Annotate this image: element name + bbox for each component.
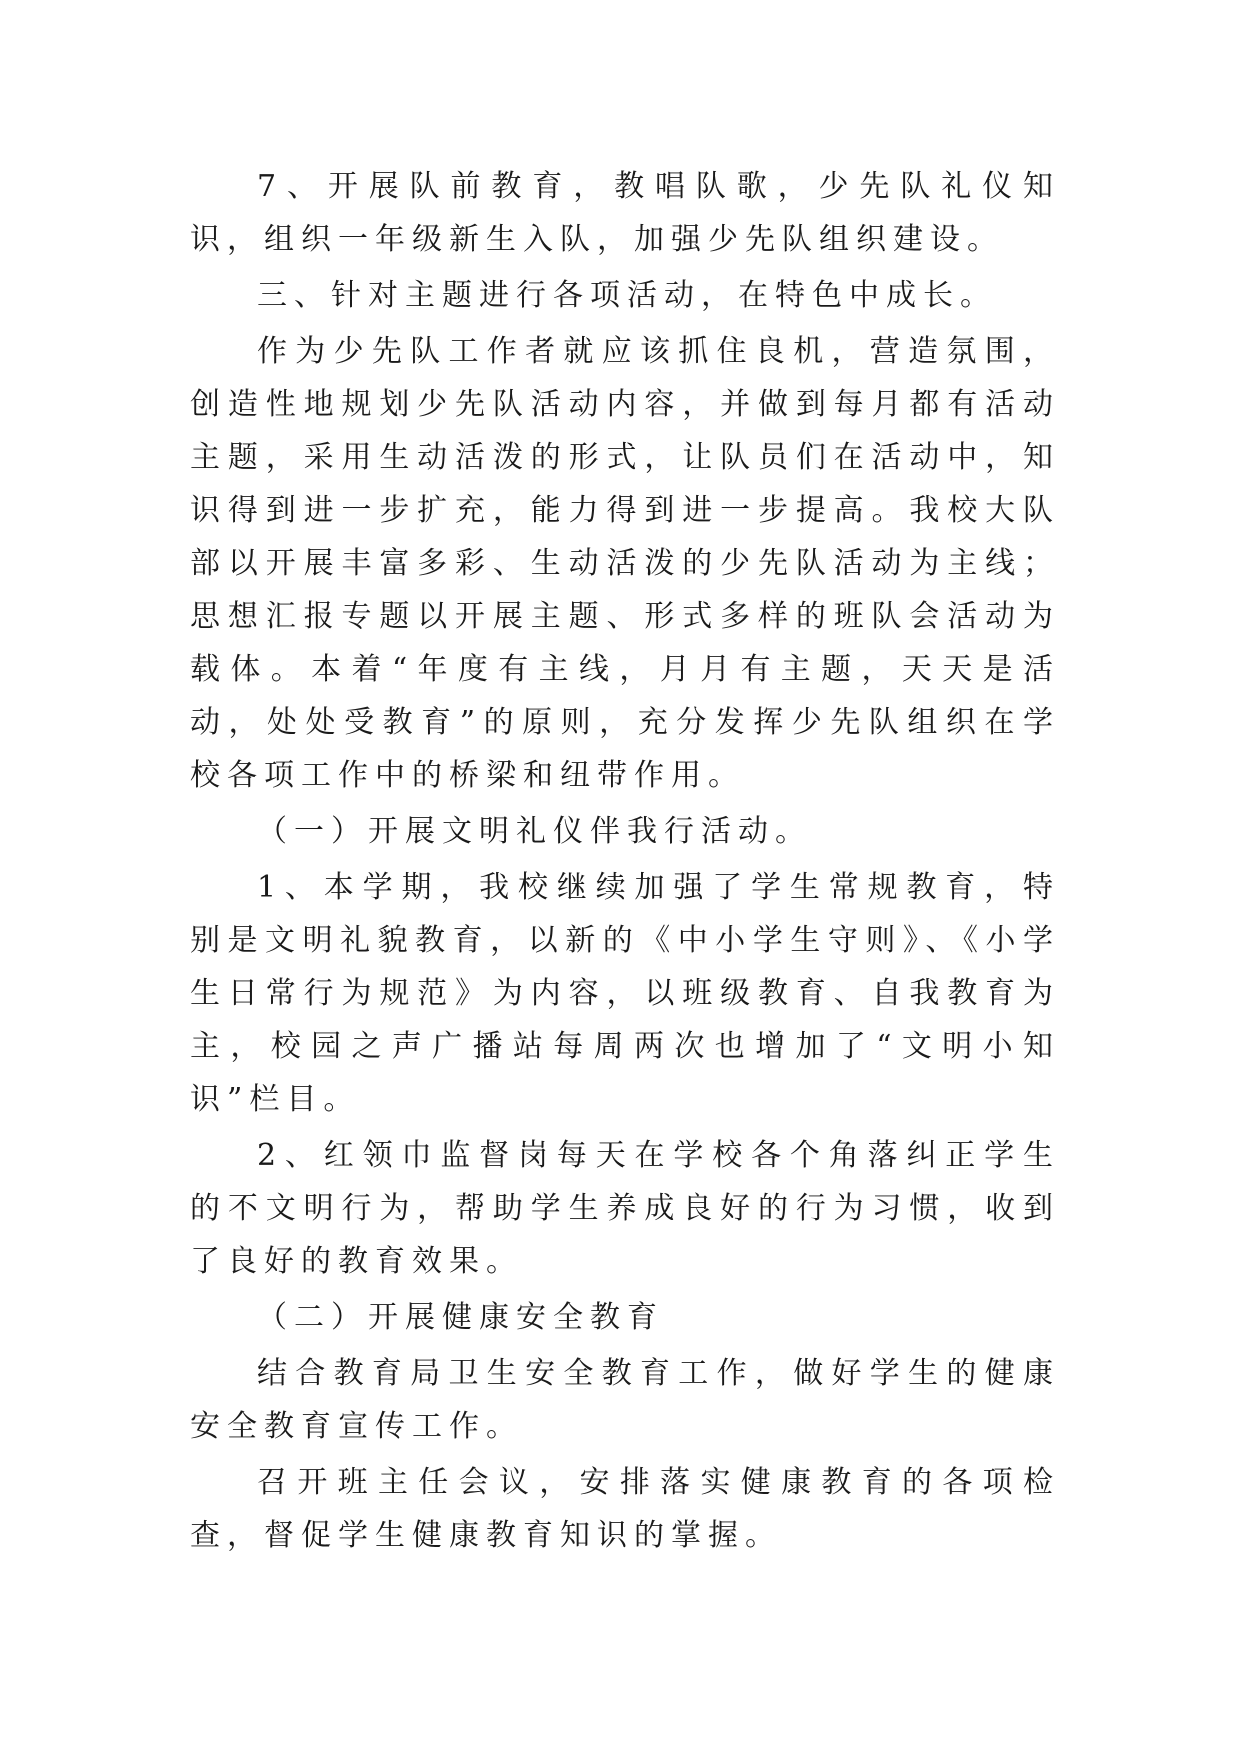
paragraph-activity-planning: 作为少先队工作者就应该抓住良机，营造氛围，创造性地规划少先队活动内容，并做到每月都有活动主题，采用生动活泼的形式，让队员们在活动中，知识得到进一步扩充，能力得到进一步提高。我校大队部以开展丰富多彩、生动活泼的少先队活动为主线；思想汇报专题以开展主题、形式多样的班队会活动为载体。本着“年度有主线，月月有主题，天天是活动，处处受教育”的原则，充分发挥少先队组织在学校各项工作中的桥梁和纽带作用。 bbox=[190, 334, 1060, 793]
paragraph-item-1-etiquette: 1、本学期，我校继续加强了学生常规教育，特别是文明礼貌教育，以新的《中小学生守则》、《小学生日常行为规范》为内容，以班级教育、自我教育为主，校园之声广播站每周两次也增加了“文明小知识”栏目。 bbox=[190, 870, 1060, 1117]
section-heading-3: 三、针对主题进行各项活动，在特色中成长。 bbox=[257, 278, 997, 313]
subsection-heading-1: （一）开展文明礼仪伴我行活动。 bbox=[257, 814, 812, 849]
subsection-heading-2: （二）开展健康安全教育 bbox=[257, 1300, 664, 1335]
paragraph-teacher-meeting: 召开班主任会议，安排落实健康教育的各项检查，督促学生健康教育知识的掌握。 bbox=[190, 1465, 1060, 1553]
document-body bbox=[190, 160, 1060, 1565]
paragraph-item-7-team-education: 7、开展队前教育，教唱队歌，少先队礼仪知识，组织一年级新生入队，加强少先队组织建设。 bbox=[190, 169, 1060, 257]
paragraph-safety-publicity: 结合教育局卫生安全教育工作，做好学生的健康安全教育宣传工作。 bbox=[190, 1356, 1060, 1444]
paragraph-item-2-supervision: 2、红领巾监督岗每天在学校各个角落纠正学生的不文明行为，帮助学生养成良好的行为习惯，收到了良好的教育效果。 bbox=[190, 1138, 1060, 1279]
